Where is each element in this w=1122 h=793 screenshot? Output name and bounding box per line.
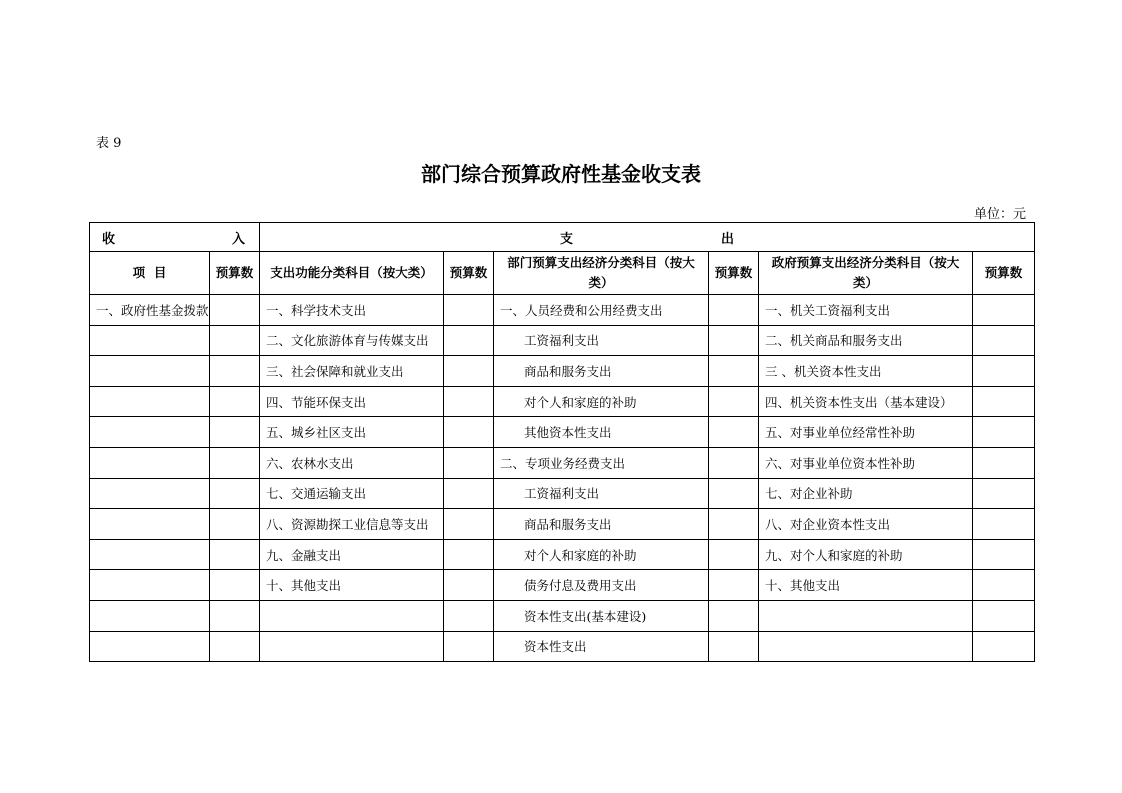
dept-item-cell: 对个人和家庭的补助 — [494, 386, 709, 417]
income-item-cell — [90, 631, 210, 662]
functional-amount-cell — [444, 356, 494, 387]
budget-table — [89, 222, 1035, 662]
income-header-char-2: 入 — [231, 231, 245, 247]
functional-amount-cell — [444, 417, 494, 448]
dept-item-cell: 资本性支出 — [494, 631, 709, 662]
dept-amount-cell — [709, 600, 759, 631]
functional-amount-cell — [444, 386, 494, 417]
functional-amount-cell — [444, 325, 494, 356]
gov-amount-cell — [973, 509, 1035, 540]
income-item-cell — [90, 325, 210, 356]
gov-amount-cell — [973, 417, 1035, 448]
income-item-cell — [90, 356, 210, 387]
gov-item-cell — [759, 600, 973, 631]
table-row — [90, 478, 1035, 509]
gov-item-cell: 三 、机关资本性支出 — [759, 356, 973, 387]
table-row — [90, 539, 1035, 570]
income-item-cell — [90, 478, 210, 509]
dept-item-cell: 商品和服务支出 — [494, 509, 709, 540]
header-row-2 — [90, 252, 1035, 295]
gov-amount-cell — [973, 600, 1035, 631]
gov-item-cell: 六、对事业单位资本性补助 — [759, 447, 973, 478]
functional-item-cell — [260, 600, 444, 631]
functional-amount-cell — [444, 631, 494, 662]
page-title: 部门综合预算政府性基金收支表 — [421, 162, 701, 186]
dept-amount-cell — [709, 417, 759, 448]
dept-budget-header: 预算数 — [709, 252, 759, 295]
functional-item-cell: 三、社会保障和就业支出 — [260, 356, 444, 387]
income-amount-cell — [210, 570, 260, 601]
functional-item-cell: 八、资源勘探工业信息等支出 — [260, 509, 444, 540]
gov-item-cell: 四、机关资本性支出（基本建设） — [759, 386, 973, 417]
income-item-cell: 一、政府性基金拨款 — [90, 295, 210, 326]
table-number: 表 9 — [96, 136, 122, 151]
functional-amount-cell — [444, 539, 494, 570]
gov-amount-cell — [973, 539, 1035, 570]
income-budget-header: 预算数 — [210, 252, 260, 295]
gov-amount-cell — [973, 356, 1035, 387]
gov-amount-cell — [973, 295, 1035, 326]
gov-amount-cell — [973, 325, 1035, 356]
table-row — [90, 570, 1035, 601]
income-item-cell — [90, 447, 210, 478]
functional-item-cell: 五、城乡社区支出 — [260, 417, 444, 448]
gov-budget-header: 预算数 — [973, 252, 1035, 295]
gov-economic-header: 政府预算支出经济分类科目（按大类） — [759, 252, 973, 295]
table-row — [90, 447, 1035, 478]
functional-item-cell: 六、农林水支出 — [260, 447, 444, 478]
functional-item-cell: 一、科学技术支出 — [260, 295, 444, 326]
dept-amount-cell — [709, 570, 759, 601]
dept-item-cell: 对个人和家庭的补助 — [494, 539, 709, 570]
functional-item-cell: 七、交通运输支出 — [260, 478, 444, 509]
dept-amount-cell — [709, 447, 759, 478]
income-item-cell — [90, 417, 210, 448]
dept-item-cell: 债务付息及费用支出 — [494, 570, 709, 601]
gov-item-cell: 十、其他支出 — [759, 570, 973, 601]
dept-amount-cell — [709, 478, 759, 509]
dept-amount-cell — [709, 509, 759, 540]
dept-item-cell: 工资福利支出 — [494, 325, 709, 356]
gov-item-cell: 五、对事业单位经常性补助 — [759, 417, 973, 448]
gov-amount-cell — [973, 570, 1035, 601]
dept-amount-cell — [709, 356, 759, 387]
table-row — [90, 386, 1035, 417]
dept-amount-cell — [709, 631, 759, 662]
gov-amount-cell — [973, 386, 1035, 417]
dept-amount-cell — [709, 295, 759, 326]
expenditure-header-char-1: 支 — [560, 231, 574, 247]
dept-item-cell: 资本性支出(基本建设) — [494, 600, 709, 631]
dept-amount-cell — [709, 386, 759, 417]
income-item-cell — [90, 509, 210, 540]
gov-item-cell — [759, 631, 973, 662]
functional-amount-cell — [444, 509, 494, 540]
income-item-cell — [90, 600, 210, 631]
functional-item-cell: 九、金融支出 — [260, 539, 444, 570]
income-amount-cell — [210, 417, 260, 448]
functional-amount-cell — [444, 447, 494, 478]
gov-amount-cell — [973, 478, 1035, 509]
gov-amount-cell — [973, 447, 1035, 478]
gov-item-cell: 一、机关工资福利支出 — [759, 295, 973, 326]
income-header — [90, 223, 260, 252]
dept-item-cell: 工资福利支出 — [494, 478, 709, 509]
table-row — [90, 417, 1035, 448]
expenditure-header-char-2: 出 — [721, 231, 735, 247]
table-row — [90, 325, 1035, 356]
functional-item-cell: 二、文化旅游体育与传媒支出 — [260, 325, 444, 356]
dept-item-cell: 其他资本性支出 — [494, 417, 709, 448]
income-amount-cell — [210, 509, 260, 540]
functional-classification-header: 支出功能分类科目（按大类） — [260, 252, 444, 295]
income-header-char-1: 收 — [102, 231, 116, 247]
dept-item-cell: 商品和服务支出 — [494, 356, 709, 387]
income-amount-cell — [210, 478, 260, 509]
income-amount-cell — [210, 447, 260, 478]
income-amount-cell — [210, 325, 260, 356]
table-row — [90, 509, 1035, 540]
functional-amount-cell — [444, 570, 494, 601]
income-amount-cell — [210, 539, 260, 570]
dept-item-cell: 二、专项业务经费支出 — [494, 447, 709, 478]
header-row-1 — [90, 223, 1035, 252]
gov-item-cell: 二、机关商品和服务支出 — [759, 325, 973, 356]
income-amount-cell — [210, 600, 260, 631]
income-item-cell — [90, 570, 210, 601]
dept-economic-header: 部门预算支出经济分类科目（按大类） — [494, 252, 709, 295]
unit-label: 单位：元 — [973, 207, 1026, 222]
functional-item-cell — [260, 631, 444, 662]
income-amount-cell — [210, 386, 260, 417]
income-amount-cell — [210, 631, 260, 662]
dept-amount-cell — [709, 539, 759, 570]
gov-item-cell: 八、对企业资本性支出 — [759, 509, 973, 540]
functional-amount-cell — [444, 600, 494, 631]
functional-item-cell: 四、节能环保支出 — [260, 386, 444, 417]
functional-budget-header: 预算数 — [444, 252, 494, 295]
functional-amount-cell — [444, 295, 494, 326]
dept-item-cell: 一、人员经费和公用经费支出 — [494, 295, 709, 326]
table-row — [90, 600, 1035, 631]
dept-amount-cell — [709, 325, 759, 356]
functional-item-cell: 十、其他支出 — [260, 570, 444, 601]
table-row — [90, 356, 1035, 387]
table-row — [90, 295, 1035, 326]
income-amount-cell — [210, 295, 260, 326]
income-item-cell — [90, 539, 210, 570]
item-header: 项 目 — [90, 252, 210, 295]
income-item-cell — [90, 386, 210, 417]
gov-item-cell: 七、对企业补助 — [759, 478, 973, 509]
expenditure-header — [260, 223, 1035, 252]
gov-item-cell: 九、对个人和家庭的补助 — [759, 539, 973, 570]
gov-amount-cell — [973, 631, 1035, 662]
functional-amount-cell — [444, 478, 494, 509]
table-row — [90, 631, 1035, 662]
income-amount-cell — [210, 356, 260, 387]
